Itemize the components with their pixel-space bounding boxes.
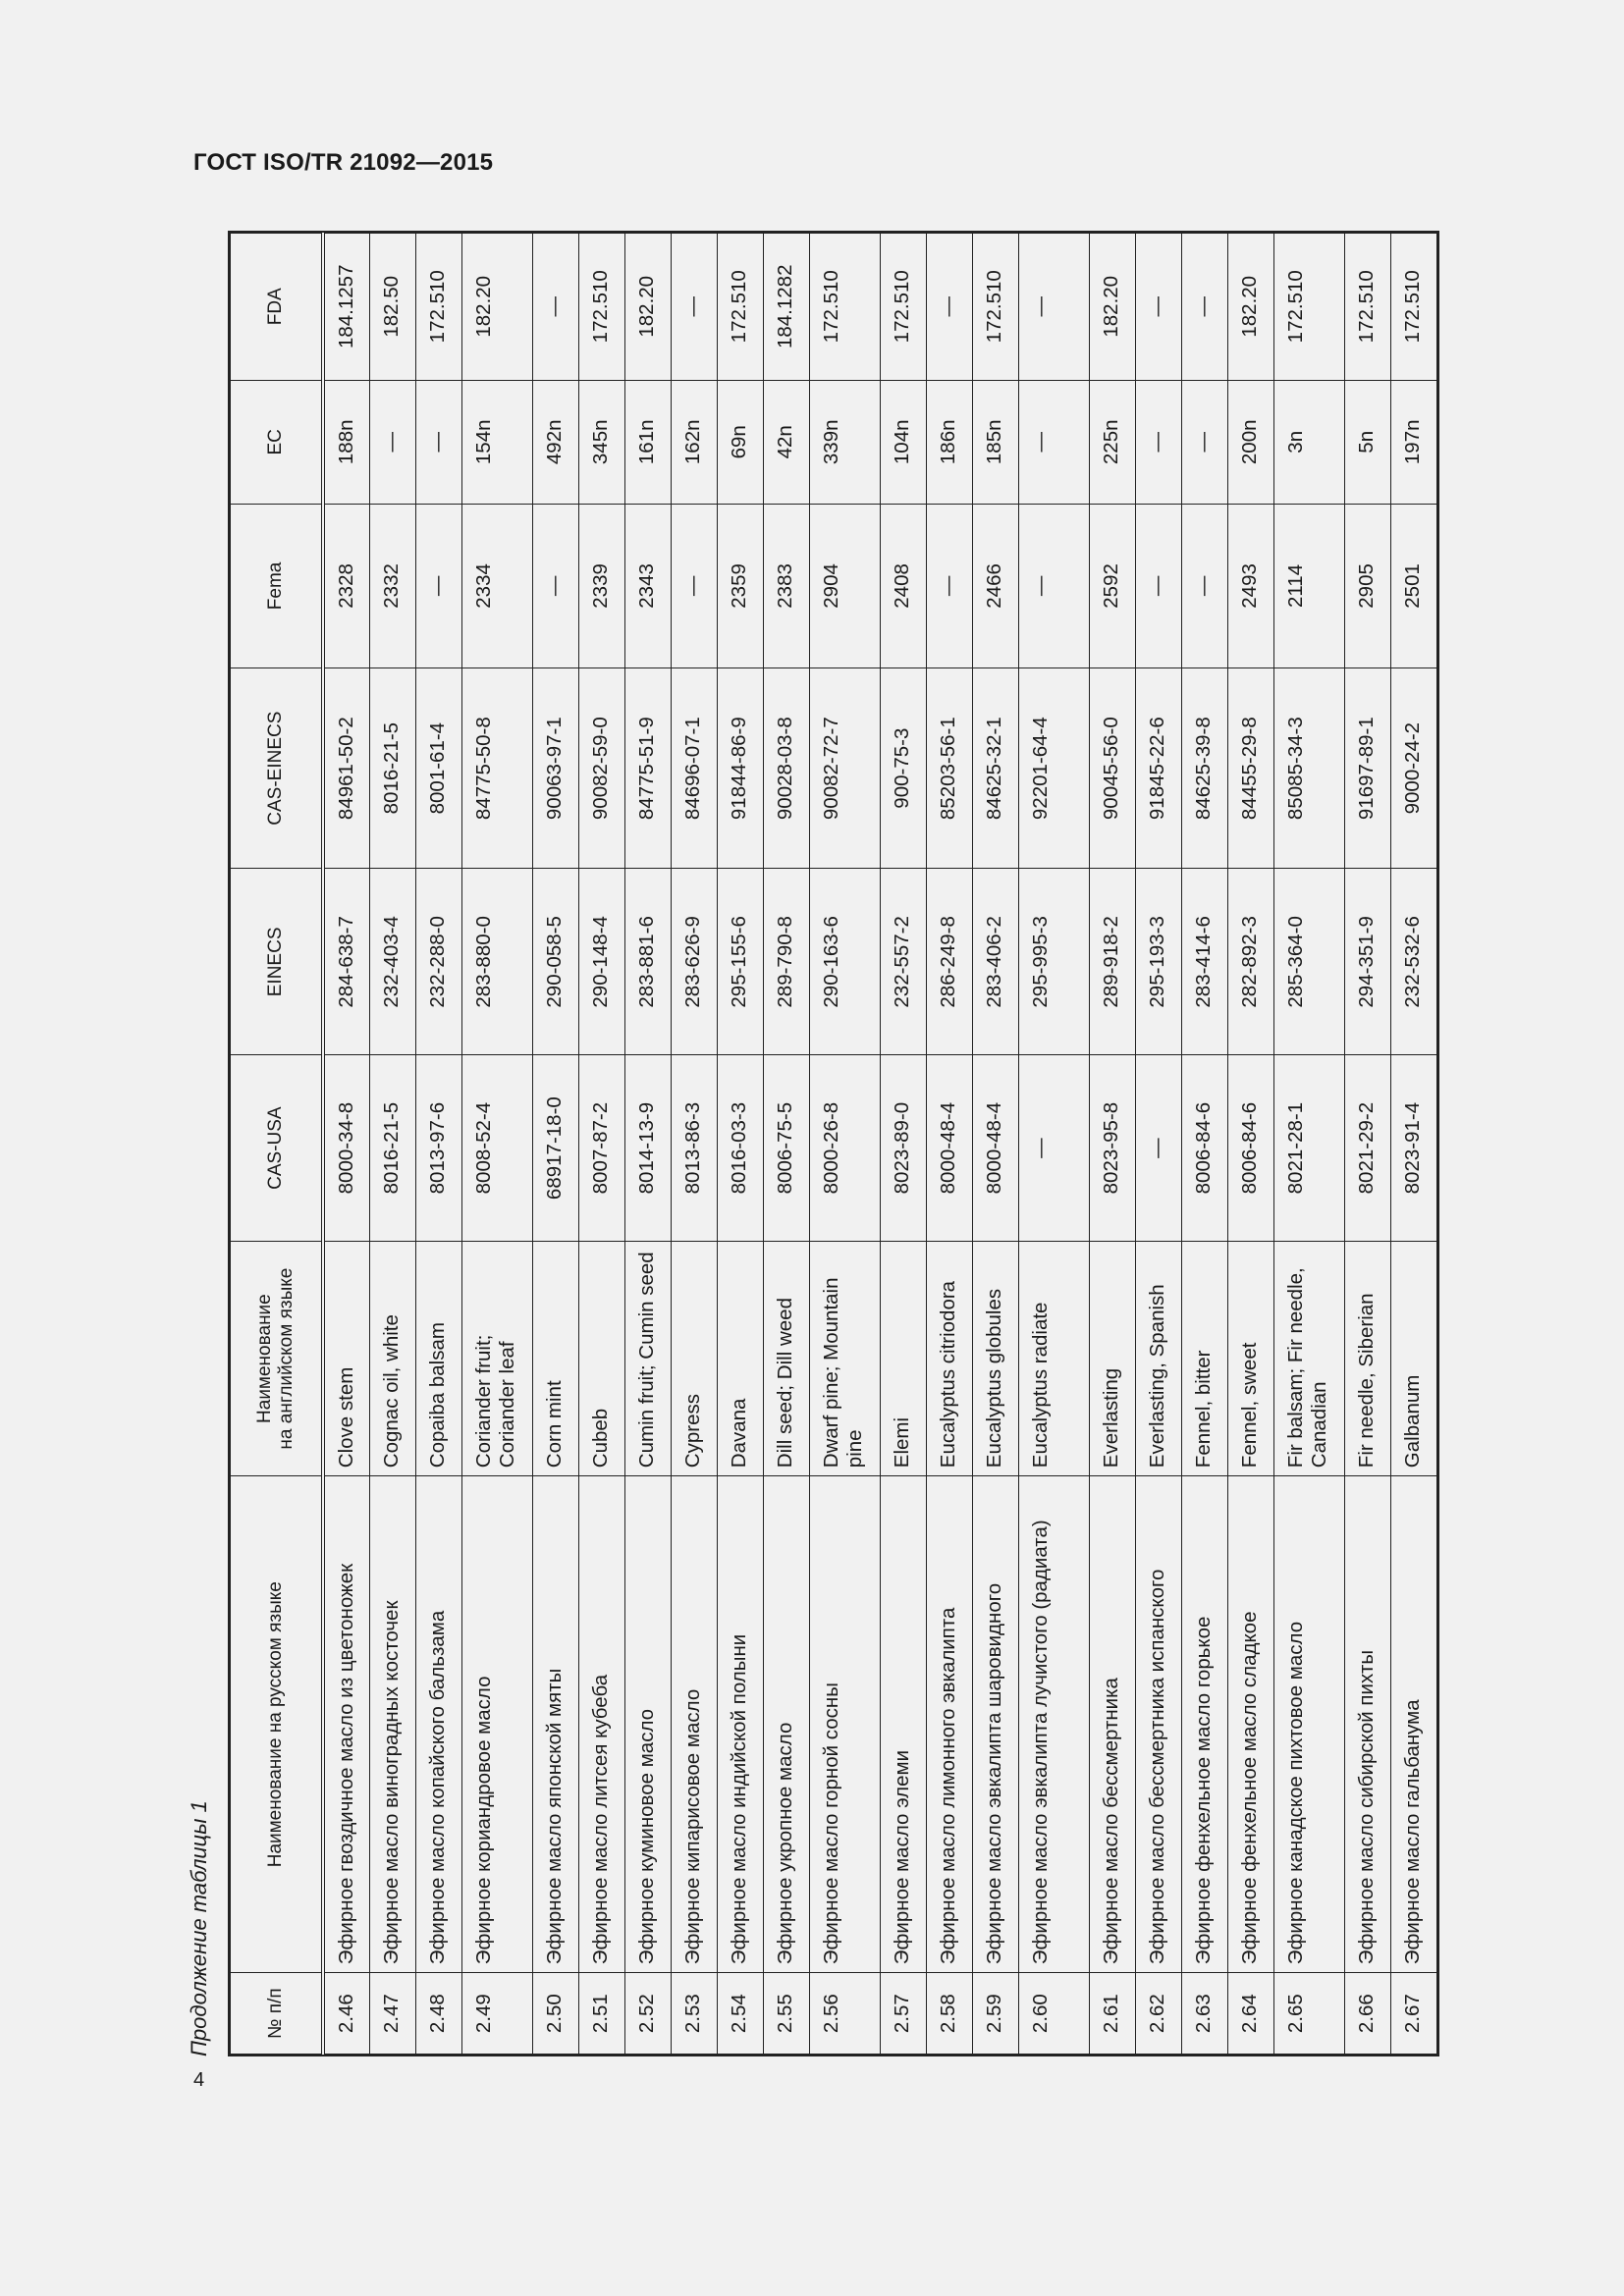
cell-ec: 188n (323, 380, 369, 505)
cell-einecs: 290-058-5 (532, 869, 578, 1055)
cell-cas-einecs: 91844-86-9 (717, 667, 763, 869)
cell-einecs: 283-881-6 (624, 869, 671, 1055)
cell-cas-einecs: 92201-64-4 (1018, 667, 1089, 869)
cell-ru: Эфирное масло бессмертника испанского (1135, 1476, 1181, 1973)
cell-cas-einecs: 90045-56-0 (1089, 667, 1135, 869)
header-ru: Наименование на русском языке (231, 1476, 324, 1973)
page-number: 4 (193, 2069, 205, 2091)
cell-no: 2.58 (926, 1973, 972, 2055)
table-row (717, 234, 763, 2055)
cell-cas-usa: 68917-18-0 (532, 1055, 578, 1242)
cell-no: 2.56 (809, 1973, 880, 2055)
cell-cas-usa: 8023-95-8 (1089, 1055, 1135, 1242)
cell-en: Davana (717, 1242, 763, 1476)
cell-en: Galbanum (1390, 1242, 1436, 1476)
cell-no: 2.59 (972, 1973, 1018, 2055)
cell-ec: 42n (763, 380, 809, 505)
cell-cas-einecs: 84775-50-8 (461, 667, 532, 869)
cell-fema: 2114 (1273, 505, 1344, 668)
cell-no: 2.47 (369, 1973, 415, 2055)
cell-no: 2.53 (671, 1973, 717, 2055)
cell-cas-usa: — (1018, 1055, 1089, 1242)
cell-cas-usa: 8016-21-5 (369, 1055, 415, 1242)
cell-einecs: 294-351-9 (1344, 869, 1390, 1055)
rotated-table-block (187, 231, 1512, 2056)
cell-en: Fennel, sweet (1227, 1242, 1273, 1476)
cell-fema: 2359 (717, 505, 763, 668)
cell-cas-usa: 8000-26-8 (809, 1055, 880, 1242)
cell-cas-einecs: 91697-89-1 (1344, 667, 1390, 869)
cell-ru: Эфирное масло бессмертника (1089, 1476, 1135, 1973)
cell-en: Fir balsam; Fir needle, Canadian (1273, 1242, 1344, 1476)
header-cas-usa: CAS-USA (231, 1055, 324, 1242)
cell-ru: Эфирное масло индийской полыни (717, 1476, 763, 1973)
cell-einecs: 295-155-6 (717, 869, 763, 1055)
cell-en: Eucalyptus radiate (1018, 1242, 1089, 1476)
cell-cas-usa: — (1135, 1055, 1181, 1242)
cell-no: 2.57 (880, 1973, 926, 2055)
cell-ec: 3n (1273, 380, 1344, 505)
cell-ru: Эфирное масло эвкалипта шаровидного (972, 1476, 1018, 1973)
cell-fema: 2905 (1344, 505, 1390, 668)
cell-einecs: 283-406-2 (972, 869, 1018, 1055)
table-row (880, 234, 926, 2055)
cell-fema: 2383 (763, 505, 809, 668)
cell-fema: — (415, 505, 461, 668)
cell-cas-usa: 8023-91-4 (1390, 1055, 1436, 1242)
cell-fda: 182.20 (1089, 234, 1135, 381)
cell-fda: 182.20 (624, 234, 671, 381)
cell-ru: Эфирное масло лимонного эвкалипта (926, 1476, 972, 1973)
header-cas-einecs: CAS-EINECS (231, 667, 324, 869)
cell-en: Eucalyptus citriodora (926, 1242, 972, 1476)
table-row (1273, 234, 1344, 2055)
table-row (532, 234, 578, 2055)
cell-cas-usa: 8014-13-9 (624, 1055, 671, 1242)
cell-cas-usa: 8008-52-4 (461, 1055, 532, 1242)
cell-fema: — (1018, 505, 1089, 668)
cell-cas-einecs: 90028-03-8 (763, 667, 809, 869)
table-row (1181, 234, 1227, 2055)
cell-ec: — (415, 380, 461, 505)
cell-cas-einecs: 84625-39-8 (1181, 667, 1227, 869)
cell-ru: Эфирное канадское пихтовое масло (1273, 1476, 1344, 1973)
cell-fema: — (532, 505, 578, 668)
cell-no: 2.60 (1018, 1973, 1089, 2055)
table-row (1344, 234, 1390, 2055)
cell-ec: — (1135, 380, 1181, 505)
header-en-line2: на английском языке (276, 1267, 297, 1450)
cell-cas-usa: 8016-03-3 (717, 1055, 763, 1242)
cell-no: 2.48 (415, 1973, 461, 2055)
cell-ec: 345n (578, 380, 624, 505)
cell-cas-usa: 8023-89-0 (880, 1055, 926, 1242)
cell-no: 2.65 (1273, 1973, 1344, 2055)
cell-fema: 2334 (461, 505, 532, 668)
cell-fda: — (1181, 234, 1227, 381)
table-row (1089, 234, 1135, 2055)
cell-ru: Эфирное укропное масло (763, 1476, 809, 1973)
cell-en: Eucalyptus globules (972, 1242, 1018, 1476)
cell-fda: — (532, 234, 578, 381)
cell-ec: 225n (1089, 380, 1135, 505)
cell-fda: 172.510 (809, 234, 880, 381)
essential-oils-table (230, 233, 1437, 2055)
cell-fda: — (1018, 234, 1089, 381)
cell-cas-einecs: 900-75-3 (880, 667, 926, 869)
cell-einecs: 232-288-0 (415, 869, 461, 1055)
cell-fda: 184.1282 (763, 234, 809, 381)
header-en-line1: Наименование (253, 1294, 275, 1423)
cell-einecs: 289-790-8 (763, 869, 809, 1055)
cell-einecs: 232-557-2 (880, 869, 926, 1055)
table-row (1018, 234, 1089, 2055)
cell-en: Everlasting (1089, 1242, 1135, 1476)
cell-ru: Эфирное масло гальбанума (1390, 1476, 1436, 1973)
cell-en: Coriander fruit; Coriander leaf (461, 1242, 532, 1476)
cell-en: Dill seed; Dill weed (763, 1242, 809, 1476)
cell-einecs: 290-163-6 (809, 869, 880, 1055)
cell-cas-einecs: 90082-72-7 (809, 667, 880, 869)
cell-ru: Эфирное кориандровое масло (461, 1476, 532, 1973)
cell-ec: 69n (717, 380, 763, 505)
cell-cas-usa: 8006-84-6 (1227, 1055, 1273, 1242)
cell-ec: 104n (880, 380, 926, 505)
cell-einecs: 290-148-4 (578, 869, 624, 1055)
cell-en: Corn mint (532, 1242, 578, 1476)
cell-fda: 172.510 (717, 234, 763, 381)
cell-no: 2.62 (1135, 1973, 1181, 2055)
cell-no: 2.46 (323, 1973, 369, 2055)
cell-fema: 2501 (1390, 505, 1436, 668)
cell-no: 2.49 (461, 1973, 532, 2055)
table-row (369, 234, 415, 2055)
cell-einecs: 289-918-2 (1089, 869, 1135, 1055)
cell-fda: 182.50 (369, 234, 415, 381)
document-title: ГОСТ ISO/TR 21092—2015 (193, 149, 494, 176)
table-row (972, 234, 1018, 2055)
cell-ec: — (1181, 380, 1227, 505)
cell-fda: — (926, 234, 972, 381)
cell-einecs: 232-403-4 (369, 869, 415, 1055)
header-fda: FDA (231, 234, 324, 381)
cell-cas-einecs: 85203-56-1 (926, 667, 972, 869)
cell-no: 2.51 (578, 1973, 624, 2055)
cell-no: 2.64 (1227, 1973, 1273, 2055)
cell-cas-usa: 8006-75-5 (763, 1055, 809, 1242)
table-header-row (231, 234, 324, 2055)
cell-fema: 2466 (972, 505, 1018, 668)
cell-cas-einecs: 91845-22-6 (1135, 667, 1181, 869)
cell-no: 2.52 (624, 1973, 671, 2055)
cell-no: 2.66 (1344, 1973, 1390, 2055)
cell-cas-einecs: 84775-51-9 (624, 667, 671, 869)
cell-cas-usa: 8006-84-6 (1181, 1055, 1227, 1242)
cell-fda: 182.20 (461, 234, 532, 381)
cell-fema: 2904 (809, 505, 880, 668)
cell-en: Fennel, bitter (1181, 1242, 1227, 1476)
header-fema: Fema (231, 505, 324, 668)
table-row (1227, 234, 1273, 2055)
cell-fda: 172.510 (578, 234, 624, 381)
cell-cas-usa: 8021-29-2 (1344, 1055, 1390, 1242)
header-einecs: EINECS (231, 869, 324, 1055)
cell-einecs: 283-626-9 (671, 869, 717, 1055)
table-row (461, 234, 532, 2055)
cell-cas-einecs: 84625-32-1 (972, 667, 1018, 869)
cell-no: 2.63 (1181, 1973, 1227, 2055)
cell-fda: 172.510 (1344, 234, 1390, 381)
table-row (763, 234, 809, 2055)
cell-ec: 186n (926, 380, 972, 505)
table-row (671, 234, 717, 2055)
cell-no: 2.50 (532, 1973, 578, 2055)
cell-ru: Эфирное гвоздичное масло из цветоножек (323, 1476, 369, 1973)
cell-cas-einecs: 8001-61-4 (415, 667, 461, 869)
cell-ec: 197n (1390, 380, 1436, 505)
cell-cas-einecs: 84455-29-8 (1227, 667, 1273, 869)
cell-en: Cypress (671, 1242, 717, 1476)
cell-einecs: 295-193-3 (1135, 869, 1181, 1055)
cell-ru: Эфирное кипарисовое масло (671, 1476, 717, 1973)
cell-cas-usa: 8000-48-4 (972, 1055, 1018, 1242)
cell-no: 2.61 (1089, 1973, 1135, 2055)
cell-fda: — (1135, 234, 1181, 381)
cell-fda: 172.510 (880, 234, 926, 381)
cell-ru: Эфирное фенхельное масло горькое (1181, 1476, 1227, 1973)
cell-cas-usa: 8021-28-1 (1273, 1055, 1344, 1242)
cell-ru: Эфирное масло литсея кубеба (578, 1476, 624, 1973)
cell-ec: 161n (624, 380, 671, 505)
cell-ru: Эфирное масло сибирской пихты (1344, 1476, 1390, 1973)
cell-no: 2.54 (717, 1973, 763, 2055)
cell-cas-einecs: 9000-24-2 (1390, 667, 1436, 869)
cell-ru: Эфирное масло виноградных косточек (369, 1476, 415, 1973)
cell-cas-usa: 8013-97-6 (415, 1055, 461, 1242)
cell-en: Elemi (880, 1242, 926, 1476)
header-en (231, 1242, 324, 1476)
cell-fda: 172.510 (972, 234, 1018, 381)
cell-cas-einecs: 84961-50-2 (323, 667, 369, 869)
cell-en: Cubeb (578, 1242, 624, 1476)
cell-fema: 2343 (624, 505, 671, 668)
table-row (926, 234, 972, 2055)
cell-fema: 2328 (323, 505, 369, 668)
cell-fda: — (671, 234, 717, 381)
cell-ec: — (369, 380, 415, 505)
cell-ru: Эфирное масло горной сосны (809, 1476, 880, 1973)
cell-fema: 2408 (880, 505, 926, 668)
cell-en: Cumin fruit; Cumin seed (624, 1242, 671, 1476)
cell-ec: 185n (972, 380, 1018, 505)
table-row (1135, 234, 1181, 2055)
cell-ec: 492n (532, 380, 578, 505)
table-row (624, 234, 671, 2055)
cell-ru: Эфирное масло эвкалипта лучистого (радиата) (1018, 1476, 1089, 1973)
cell-cas-usa: 8000-34-8 (323, 1055, 369, 1242)
cell-ec: 162n (671, 380, 717, 505)
cell-cas-usa: 8013-86-3 (671, 1055, 717, 1242)
cell-cas-einecs: 84696-07-1 (671, 667, 717, 869)
cell-no: 2.55 (763, 1973, 809, 2055)
cell-cas-einecs: 90063-97-1 (532, 667, 578, 869)
cell-fema: — (1181, 505, 1227, 668)
cell-einecs: 232-532-6 (1390, 869, 1436, 1055)
cell-fema: 2332 (369, 505, 415, 668)
cell-fda: 172.510 (1273, 234, 1344, 381)
cell-ec: — (1018, 380, 1089, 505)
cell-en: Dwarf pine; Mountain pine (809, 1242, 880, 1476)
cell-fema: — (926, 505, 972, 668)
cell-no: 2.67 (1390, 1973, 1436, 2055)
cell-ru: Эфирное масло элеми (880, 1476, 926, 1973)
cell-cas-einecs: 90082-59-0 (578, 667, 624, 869)
cell-ec: 154n (461, 380, 532, 505)
cell-cas-einecs: 8016-21-5 (369, 667, 415, 869)
cell-ru: Эфирное масло копайского бальзама (415, 1476, 461, 1973)
cell-einecs: 286-249-8 (926, 869, 972, 1055)
cell-ec: 200n (1227, 380, 1273, 505)
cell-fema: 2339 (578, 505, 624, 668)
cell-ec: 339n (809, 380, 880, 505)
cell-einecs: 284-638-7 (323, 869, 369, 1055)
table-row (809, 234, 880, 2055)
cell-fema: 2592 (1089, 505, 1135, 668)
header-ec: EC (231, 380, 324, 505)
cell-fda: 184.1257 (323, 234, 369, 381)
cell-en: Clove stem (323, 1242, 369, 1476)
cell-einecs: 283-880-0 (461, 869, 532, 1055)
cell-en: Fir needle, Siberian (1344, 1242, 1390, 1476)
cell-einecs: 282-892-3 (1227, 869, 1273, 1055)
table-row (1390, 234, 1436, 2055)
cell-ru: Эфирное фенхельное масло сладкое (1227, 1476, 1273, 1973)
cell-cas-usa: 8000-48-4 (926, 1055, 972, 1242)
cell-fema: — (1135, 505, 1181, 668)
cell-cas-einecs: 85085-34-3 (1273, 667, 1344, 869)
cell-fda: 172.510 (1390, 234, 1436, 381)
cell-ec: 5n (1344, 380, 1390, 505)
cell-ru: Эфирное масло японской мяты (532, 1476, 578, 1973)
cell-einecs: 283-414-6 (1181, 869, 1227, 1055)
cell-fda: 182.20 (1227, 234, 1273, 381)
cell-einecs: 295-995-3 (1018, 869, 1089, 1055)
cell-en: Cognac oil, white (369, 1242, 415, 1476)
cell-cas-usa: 8007-87-2 (578, 1055, 624, 1242)
cell-en: Copaiba balsam (415, 1242, 461, 1476)
table-row (578, 234, 624, 2055)
cell-ru: Эфирное куминовое масло (624, 1476, 671, 1973)
cell-fema: 2493 (1227, 505, 1273, 668)
cell-fema: — (671, 505, 717, 668)
table-row (323, 234, 369, 2055)
cell-en: Everlasting, Spanish (1135, 1242, 1181, 1476)
table-row (415, 234, 461, 2055)
table-caption: Продолжение таблицы 1 (187, 1800, 211, 2056)
table-container (228, 231, 1439, 2056)
header-no: № п/п (231, 1973, 324, 2055)
cell-fda: 172.510 (415, 234, 461, 381)
cell-einecs: 285-364-0 (1273, 869, 1344, 1055)
